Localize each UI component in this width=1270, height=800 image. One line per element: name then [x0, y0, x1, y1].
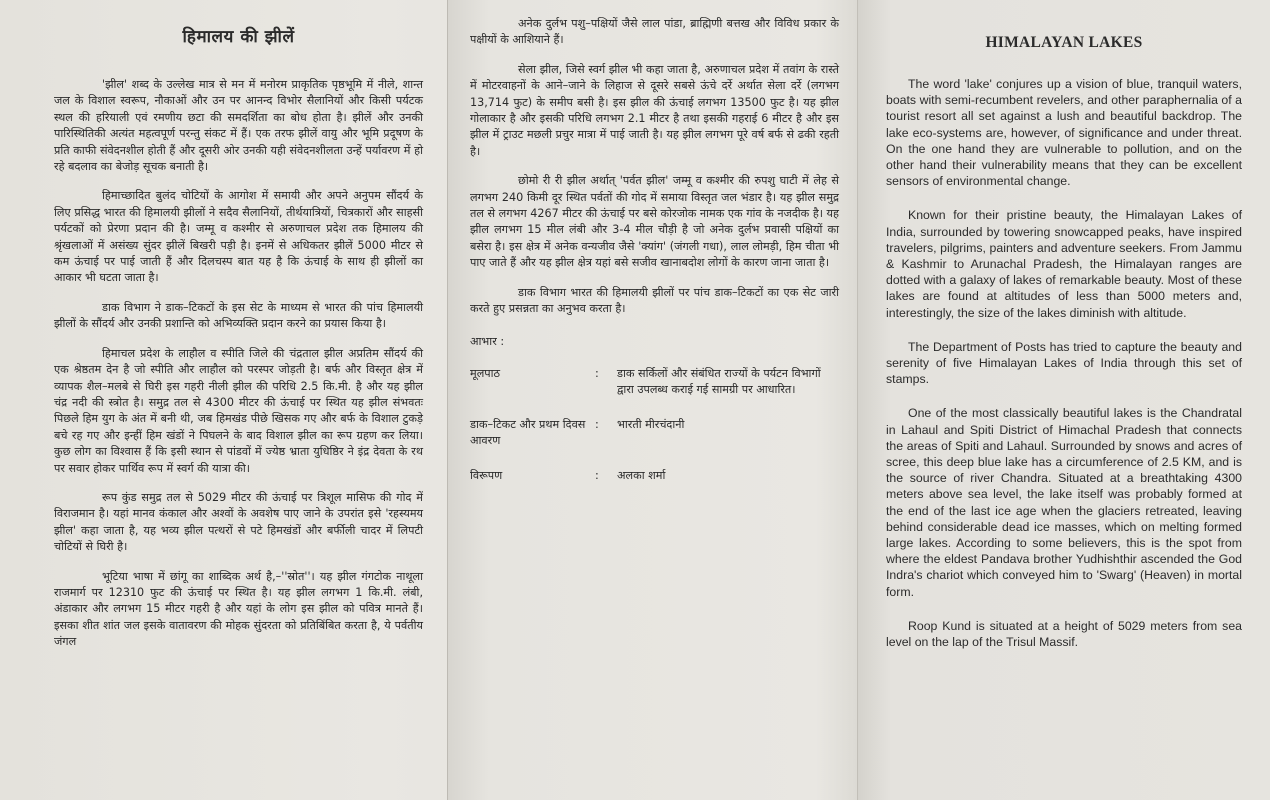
english-paragraph: The Department of Posts has tried to capture the beauty and serenity of five Himalayan Lakes of India through this set of stamps. — [886, 339, 1242, 387]
credit-label: विरूपण — [470, 468, 503, 482]
hindi-paragraph: भूटिया भाषा में छांगू का शाब्दिक अर्थ है,–''स्रोत''। यह झील गंगटोक नाथूला राजमार्ग पर 12310 फुट की ऊंचाई पर स्थित है। यह झील लगभग 1 कि.मी. लंबी, अंडाकार और लगभग 15 मीटर गहरी है और यहां के लोग इस झील को पवित्र मानते हैं। इसका शीत शांत जल इसके वातावरण की मोहक सुंदरता को प्रतिबिंबित करता है, ये पर्वतीय जंगल — [54, 569, 423, 649]
credit-value: अलका शर्मा — [617, 468, 666, 482]
hindi-paragraph: अनेक दुर्लभ पशु–पक्षियों जैसे लाल पांडा, ब्राह्मिणी बत्तख और विविध प्रकार के पक्षीयों के आशियाने हैं। — [470, 17, 839, 47]
english-column — [857, 0, 1270, 800]
credit-value: डाक सर्किलों और संबंधित राज्यों के पर्यटन विभागों द्वारा उपलब्ध कराई गई सामग्री पर आधारित। — [617, 366, 821, 397]
hindi-paragraph: हिमाचल प्रदेश के लाहौल व स्पीति जिले की चंद्रताल झील अप्रतिम सौंदर्य की एक श्रेष्ठतम देन है जो स्पीति और लाहौल को परस्पर जोड़ती है। बर्फ और विस्तृत क्षेत्र में व्यापक शैल–मलबे से घिरी इस गहरी नीली झील की परिधि 2.5 कि.मी. है और यह झील चंद्र नदी की स्त्रोत है। समुद्र तल से 4300 मीटर की ऊंचाई पर स्थित यह झील संभवतः पिछले हिम युग के अंत में बनी थी, जब हिमखंड पीछे खिसक गए और बर्फ के विशाल टुकड़े बचे रह गए और इन्हीं हिम खंडों ने पिघलने के बाद विशाल झील का रूप ग्रहण कर लिया। कुछ लोग का विश्वास हैं कि इसी स्थान से पांडवों में ज्येष्ठ भ्राता युधिष्ठिर ने इंद्र देवता के रथ पर सवार होकर पार्थिव रूप में स्वर्ग की यात्रा की। — [54, 346, 423, 475]
hindi-paragraph: 'झील' शब्द के उल्लेख मात्र से मन में मनोरम प्राकृतिक पृष्ठभूमि में नीले, शान्त जल के विशाल स्वरूप, नौकाओं और उन पर आनन्द विभोर सैलानियों और किसी पर्यटक स्थल की हरियाली एवं रमणीय छटा की समदर्शिता का बोध होता है। झीलें और उनकी पारिस्थितिकी अत्यंत महत्वपूर्ण परन्तु संकट में हैं। एक तरफ झीलें वायु और भूमि प्रदूषण के प्रति काफी संवेदनशील होती हैं और दूसरी ओर उनकी यही संवेदनशीलता उन्हें पर्यावरण में हो रहे बदलाव का बेजोड़ सूचक बनाती है। — [54, 78, 423, 174]
english-paragraph: One of the most classically beautiful lakes is the Chandratal in Lahaul and Spiti District of Himachal Pradesh that connects the areas of Spiti and Lahaul. Surrounded by snows and acres of scree, this deep blue lake has a circumference of 2.5 KM, and is the source of river Chandra. Situated at a breathtaking 4300 meters above sea level, the lake itself was probably formed at the end of the last ice age when the glaciers retreated, leaving behind considerable dead ice masses, which on melting formed large lakes. According to some believers, this is the spot from where the eldest Pandava brother Yudhishthir ascended the God Indra's chariot which conveyed him to 'Swarg' (Heaven) in mortal form. — [886, 406, 1242, 599]
credit-colon: : — [595, 417, 599, 431]
hindi-paragraph: डाक विभाग भारत की हिमालयी झीलों पर पांच डाक–टिकटों का एक सेट जारी करते हुए प्रसन्नता का अनुभव करता है। — [470, 285, 839, 316]
hindi-title: हिमालय की झीलें — [182, 27, 295, 47]
english-paragraph: Roop Kund is situated at a height of 5029 meters from sea level on the lap of the Trisul Massif. — [886, 618, 1242, 650]
credit-label: डाक–टिकट और प्रथम दिवस आवरण — [470, 417, 586, 448]
credit-colon: : — [595, 366, 599, 380]
credit-row — [470, 366, 839, 399]
credit-row — [470, 417, 839, 450]
credit-value: भारती मीरचंदानी — [617, 417, 685, 431]
hindi-paragraph: रूप कुंड समुद्र तल से 5029 मीटर की ऊंचाई पर त्रिशूल मासिफ की गोद में विराजमान है। यहां मानव कंकाल और अश्वों के अवशेष पाए जाने के उपरांत इसे 'रहस्यमय झील' कहा जाता है, यह भव्य झील पत्थरों से पटे हिमखंडों और बर्फीली चादर में लिपटी चोटियों से घिरी है। — [54, 490, 423, 554]
english-paragraph: Known for their pristine beauty, the Himalayan Lakes of India, surrounded by towering snowcapped peaks, have inspired travelers, pilgrims, painters and adventure seekers. From Jammu & Kashmir to Arunachal Pradesh, the Himalayan ranges are dotted with a galaxy of lakes of remarkable beauty. Most of these lakes are found at altitudes of less than 5000 meters and, interestingly, the size of the lakes diminish with altitude. — [886, 208, 1242, 320]
credits-block — [470, 334, 839, 484]
hindi-paragraph: हिमाच्छादित बुलंद चोटियों के आगोश में समायी और अपने अनुपम सौंदर्य के लिए प्रसिद्ध भारत की हिमालयी झीलों ने सदैव सैलानियों, तीर्थयात्रियों, चित्रकारों और साहसी पर्यटकों को प्रेरणा प्रदान की है। जम्मू व कश्मीर से अरुणाचल प्रदेश तक हिमालय की श्रृंखलाओं में असंख्य सुंदर झीलें बिखरी पड़ी है। इनमें से अधिकतर झीलें 5000 मीटर से कम ऊंचाई पर पाई जाती हैं और दिलचस्प बात यह है कि ऊंचाई के साथ ही झीलों का आकार भी घटता जाता है। — [54, 189, 423, 285]
english-title: HIMALAYAN LAKES — [985, 34, 1143, 51]
credit-label: मूलपाठ — [470, 366, 501, 380]
english-paragraph: The word 'lake' conjures up a vision of blue, tranquil waters, boats with semi-recumbent revelers, and other paraphernalia of a tourist resort all set against a lush and beautiful backdrop. The lake eco-systems are, however, of significance and under threat. On the one hand they are vulnerable to pollution, and on the other hand their vulnerability means that they can be excellent sensors of environmental change. — [886, 77, 1242, 189]
hindi-column-2 — [447, 0, 857, 800]
credit-colon: : — [595, 468, 599, 482]
hindi-paragraph: सेला झील, जिसे स्वर्ग झील भी कहा जाता है, अरुणाचल प्रदेश में तवांग के रास्ते में मोटरवाहनों के आने–जाने के लिहाज से दूसरे सबसे ऊंचे दर्रे अर्थात सेला दर्रे (लगभग 13,714 फुट) के समीप बसी है। इस झील की ऊंचाई लगभग 13500 फुट है। यह झील गोलाकार है और इसकी परिधि लगभग 2.1 मीटर है तथा इसकी गहराई 6 मीटर है और इस झील में ट्राउट मछली प्रचुर मात्रा में पाई जाती है। यह झील लगभग पूरे वर्ष बर्फ से ढकी रहती है। — [470, 62, 839, 158]
hindi-column-1 — [0, 0, 447, 800]
credits-heading: आभार : — [470, 334, 505, 348]
hindi-paragraph: छोमो री री झील अर्थात् 'पर्वत झील' जम्मू व कश्मीर की रुपशु घाटी में लेह से लगभग 240 किमी दूर स्थित पर्वतों की गोद में समाया विस्तृत जल भंडार है। यह झील समुद्र तल से लगभग 4267 मीटर की ऊंचाई पर बसे कोरजोक नामक एक गांव के नजदीक है। यह झील लगभग 15 मील लंबी और 3-4 मील चौड़ी है जो अनेक दुर्लभ प्रवासी पक्षियों का बसेरा है। इस क्षेत्र में अनेक वन्यजीव जैसे 'क्यांग' (जंगली गधा), लाल लोमड़ी, हिम चीता भी पाए जाते हैं और यह झील क्षेत्र यहां बसे सजीव खानाबदोश लोगों के कारण जाना जाता है। — [470, 174, 839, 270]
hindi-paragraph: डाक विभाग ने डाक–टिकटों के इस सेट के माध्यम से भारत की पांच हिमालयी झीलों के सौंदर्य और उनकी प्रशान्ति को अभिव्यक्ति प्रदान करने का प्रयास किया है। — [54, 300, 423, 331]
credit-row — [470, 468, 839, 484]
